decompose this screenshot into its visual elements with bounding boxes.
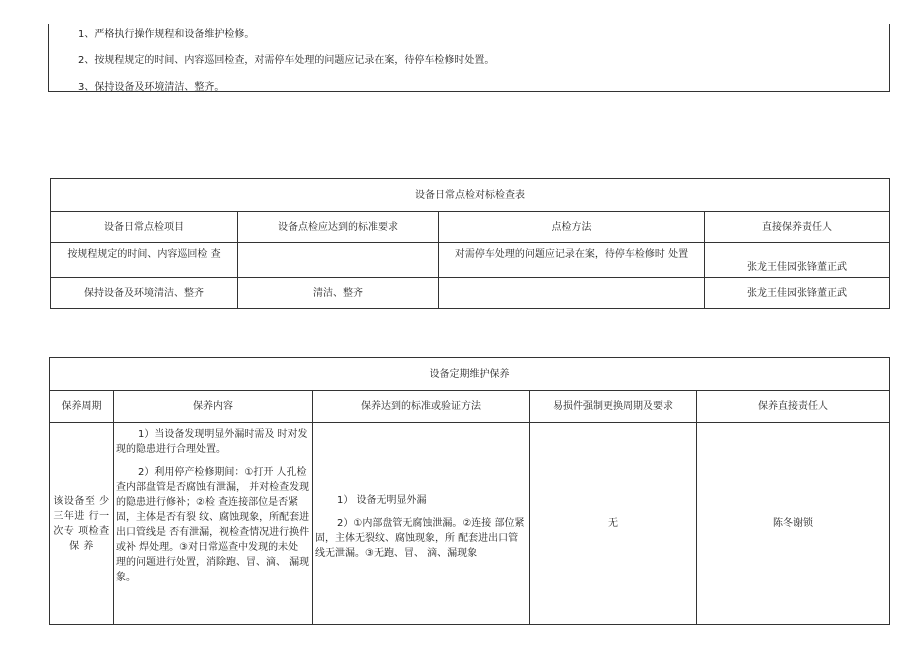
- table1-header-person: 直接保养责任人: [705, 212, 890, 243]
- table2-header-standard: 保养达到的标准或验证方法: [313, 391, 530, 423]
- notes-box: [48, 24, 890, 92]
- standard-paragraph-1: 1） 设备无明显外漏: [337, 494, 427, 506]
- table2-content-cell: [114, 423, 313, 625]
- table2-header-person: 保养直接责任人: [697, 391, 890, 423]
- note-line-1: 1、严格执行操作规程和设备维护检修。: [78, 29, 255, 40]
- table2-header-content: 保养内容: [114, 391, 313, 423]
- table1-row2-method: [439, 278, 705, 309]
- daily-inspection-table: [50, 178, 890, 309]
- periodic-maintenance-table: [49, 357, 890, 625]
- content-paragraph-1: 1）当设备发现明显外漏时需及 时对发现的隐患进行合理处置。: [116, 429, 308, 455]
- content-paragraph-2: 2）利用停产检修期间：①打开 人孔检查内部盘管是否腐蚀有泄漏， 并对检查发现的隐患进行修补；②检 查连接部位是否紧固，主体是否有裂 纹、腐蚀现象，所配套进出口管线是 否有泄漏，视检查情况进行换件或补 焊处理。③对日常巡查中发现的未处 理的问题进行处置，消除跑、冒、滴、 漏现象。: [116, 467, 310, 583]
- table1-row1-item: 按规程规定的时间、内容巡回检 查: [51, 243, 238, 278]
- table2-header-cycle: 保养周期: [50, 391, 114, 423]
- table2-title: 设备定期维护保养: [50, 358, 890, 391]
- table1-row2-person: 张龙王佳园张锋董正武: [705, 278, 890, 309]
- table1-row2-item: 保持设备及环境清洁、整齐: [51, 278, 238, 309]
- table2-header-parts: 易损件强制更换周期及要求: [530, 391, 697, 423]
- table2-person-cell: 陈冬谢锁: [697, 423, 890, 625]
- table1-row1-method: 对需停车处理的问题应记录在案，待停车检修时 处置: [439, 243, 705, 278]
- table1-row1-standard: [238, 243, 439, 278]
- table1-header-standard: 设备点检应达到的标准要求: [238, 212, 439, 243]
- standard-paragraph-2: 2）①内部盘管无腐蚀泄漏。②连接 部位紧固，主体无裂纹、腐蚀现象，所 配套进出口管线无泄漏。③无跑、冒、 滴、漏现象: [315, 517, 525, 559]
- note-line-3: 3、保持设备及环境清洁、整齐。: [78, 82, 225, 93]
- note-line-2: 2、按规程规定的时间、内容巡回检查，对需停车处理的问题应记录在案，待停车检修时处置。: [78, 55, 495, 66]
- table1-header-item: 设备日常点检项目: [51, 212, 238, 243]
- table1-header-method: 点检方法: [439, 212, 705, 243]
- table2-standard-cell: [313, 423, 530, 625]
- table1-row2-standard: 清洁、整齐: [238, 278, 439, 309]
- table1-row1-person: 张龙王佳园张锋董正武: [705, 243, 890, 278]
- table1-title: 设备日常点检对标检查表: [51, 179, 890, 212]
- table2-cycle-cell: 该设备至 少三年进 行一次专 项检查 保 养: [50, 423, 114, 625]
- table2-parts-cell: 无: [530, 423, 697, 625]
